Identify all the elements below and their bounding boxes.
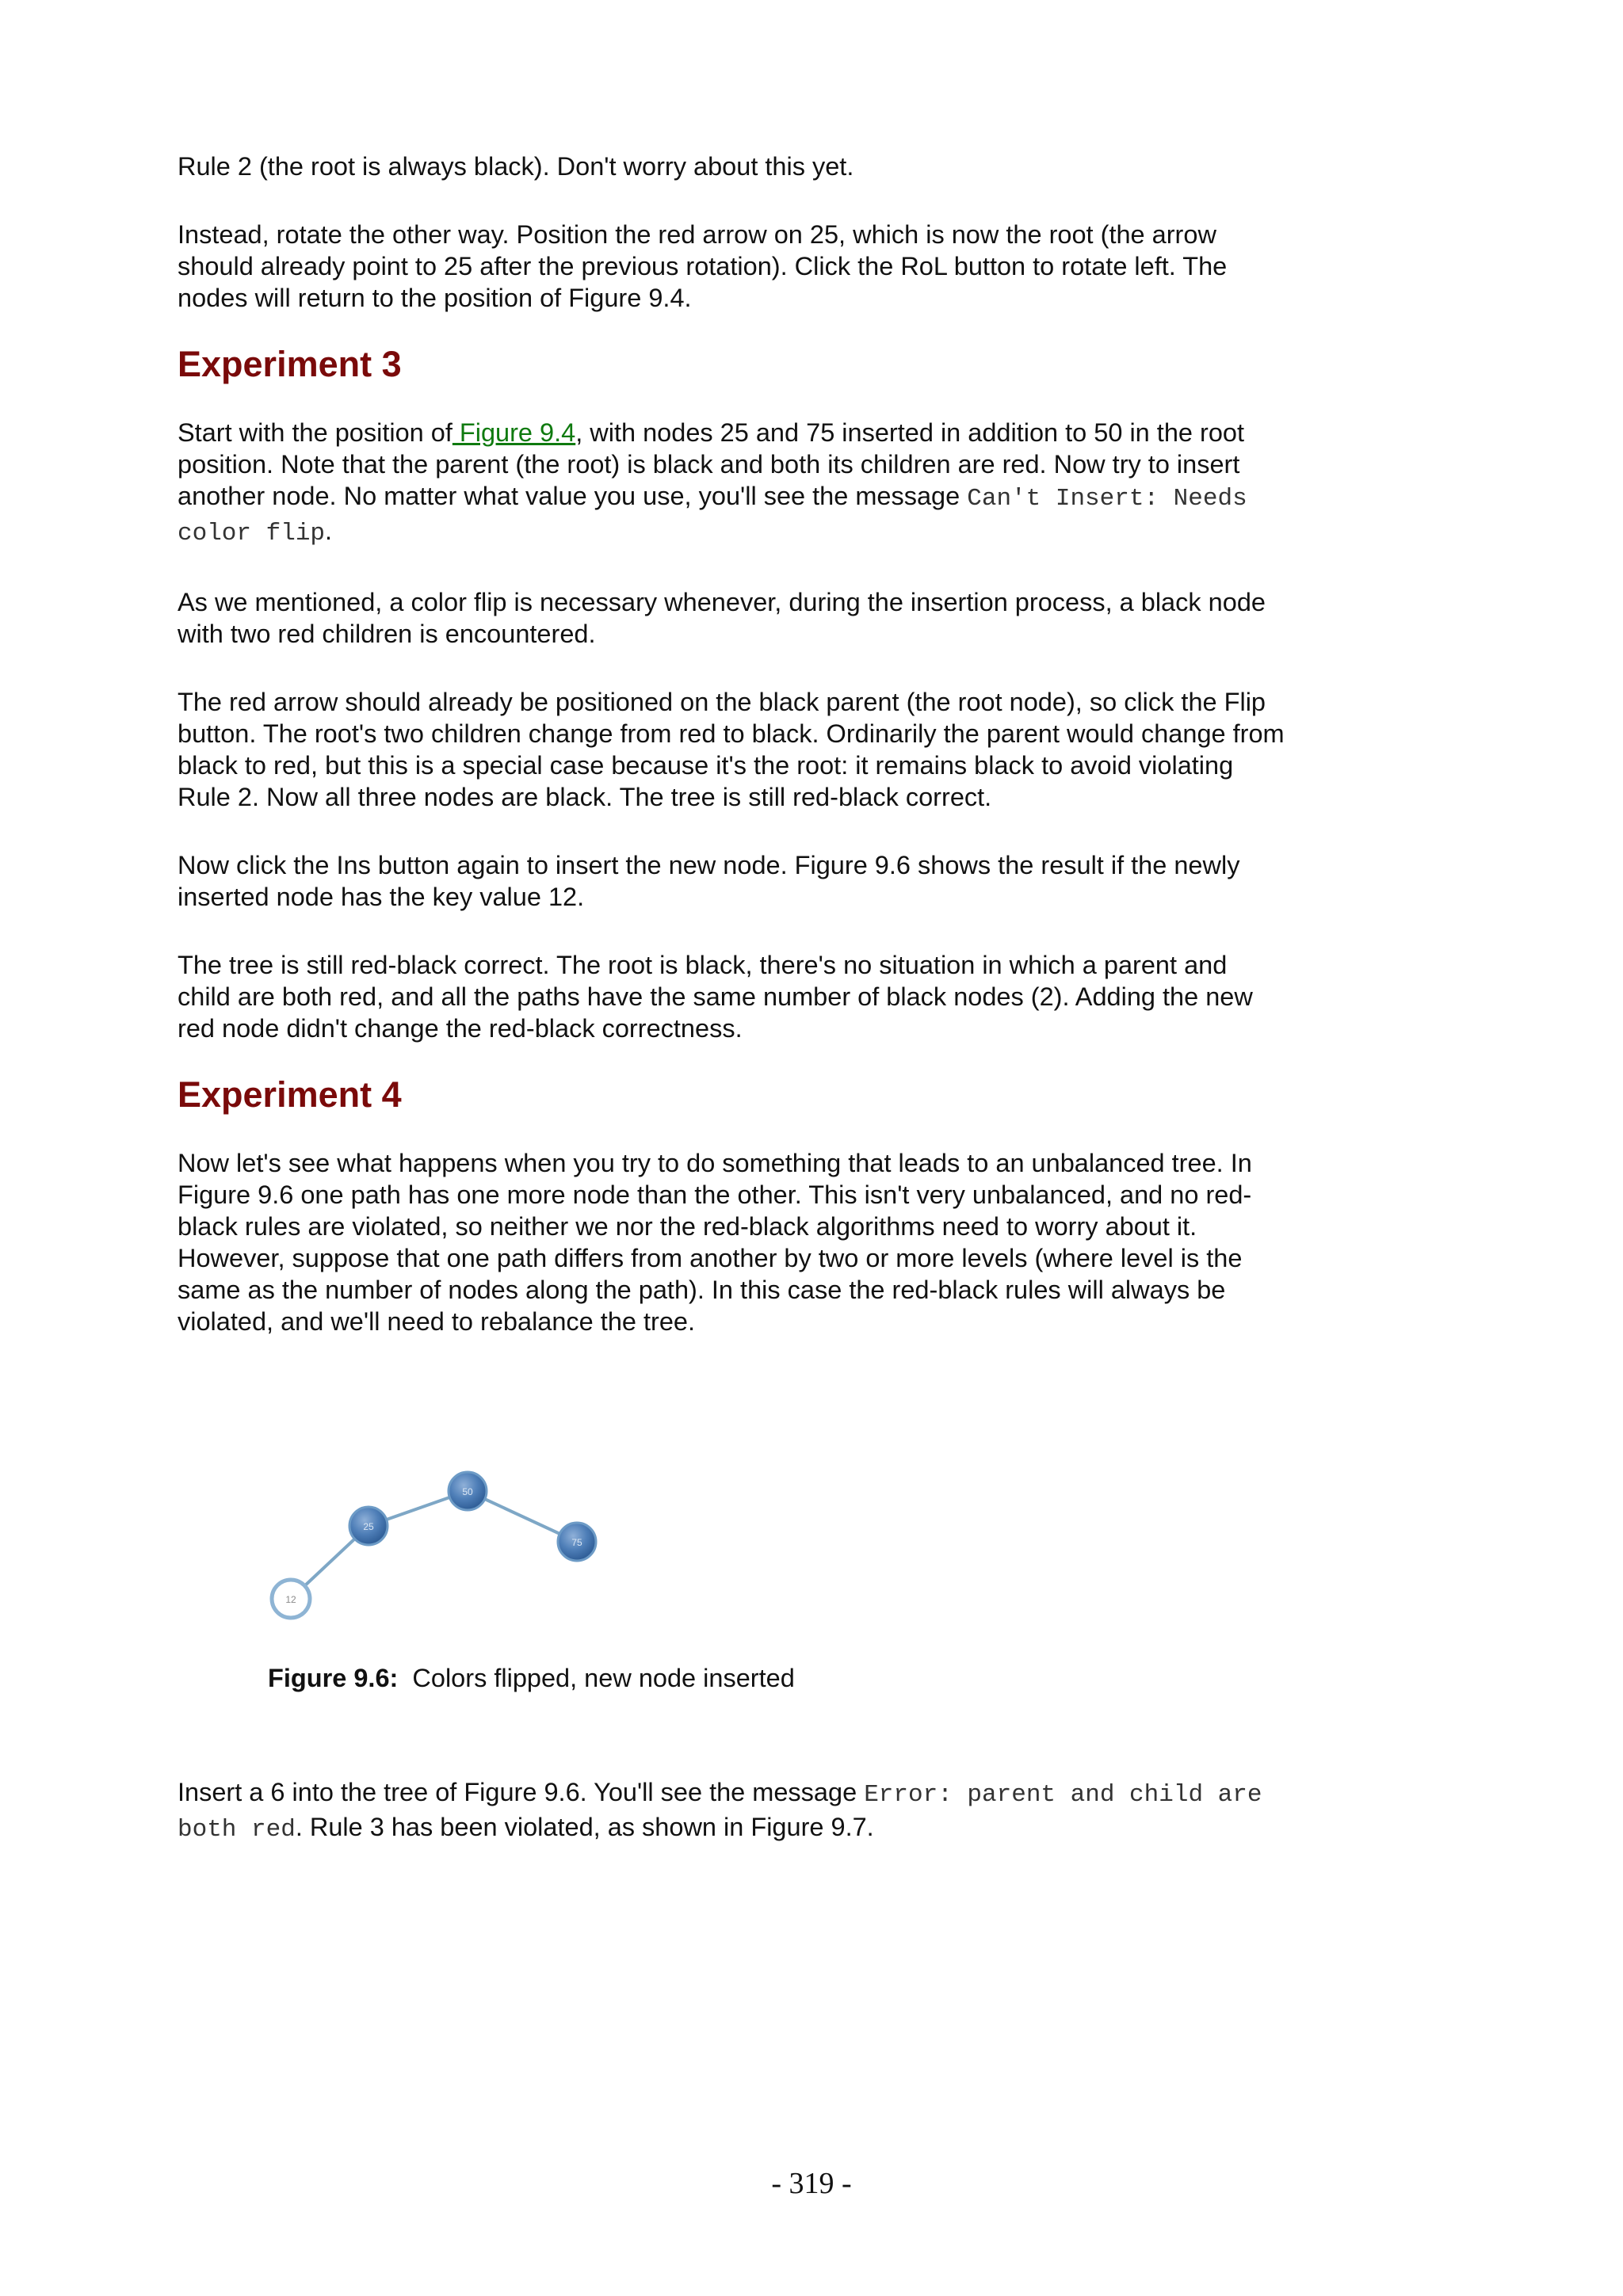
page-number: - 319 - — [771, 2167, 852, 2200]
figure-9-4-link[interactable]: Figure 9.4 — [452, 418, 576, 447]
text: . — [325, 517, 333, 545]
paragraph: Instead, rotate the other way. Position the red arrow on 25, which is now the root (the arrow should already point to 25 after the previous rotation). Click the RoL button to rotate left. The nodes will return to the position of Figure 9.4. — [178, 220, 1228, 312]
svg-text:25: 25 — [363, 1521, 374, 1532]
final-paragraph-block — [178, 1776, 1287, 1846]
code-message: Error: parent and child are both red — [178, 1781, 1262, 1844]
section-heading-experiment-4: Experiment 4 — [178, 1074, 402, 1115]
figure-9-6-tree — [262, 1458, 626, 1632]
caption-label: Figure 9.6: — [268, 1664, 399, 1692]
paragraph — [178, 417, 1287, 550]
paragraph: Now let's see what happens when you try to do something that leads to an unbalanced tree. In Figure 9.6 one path has one more node than the other. This isn't very unbalanced, and no red-black rules are violated, so neither we nor the red-black algorithms need to worry about it. However, suppose that one path differs from another by two or more levels (where level is the same as the number of nodes along the path). In this case the red-black rules will always be violated, and we'll need to rebalance the tree. — [178, 1149, 1252, 1336]
paragraph: The red arrow should already be positioned on the black parent (the root node), so click the Flip button. The root's two children change from red to black. Ordinarily the parent would change from black to red, but this is a special case because it's the root: it remains black to avoid violating Rule 2. Now all three nodes are black. The tree is still red-black correct. — [178, 688, 1285, 811]
paragraph — [178, 1776, 1287, 1846]
tree-node-left — [349, 1507, 388, 1545]
paragraph: Rule 2 (the root is always black). Don't worry about this yet. — [178, 152, 854, 181]
tree-node-root — [449, 1472, 487, 1510]
code-message: Can't Insert: Needs color flip — [178, 485, 1247, 547]
text: Insert a 6 into the tree of Figure 9.6. You'll see the message — [178, 1778, 865, 1806]
text: , with nodes 25 and 75 inserted in addition to 50 in the root position. Note that the parent (the root) is black and both its children are red. Now try to insert another node. No matter what value you use, you'll see the message — [178, 418, 1244, 510]
svg-text:12: 12 — [285, 1594, 296, 1605]
paragraph: Now click the Ins button again to insert the new node. Figure 9.6 shows the result if the newly inserted node has the key value 12. — [178, 851, 1240, 911]
tree-node-new — [272, 1580, 310, 1618]
tree-node-right — [558, 1523, 596, 1561]
svg-text:50: 50 — [462, 1486, 473, 1497]
text: . Rule 3 has been violated, as shown in Figure 9.7. — [295, 1813, 874, 1841]
caption-text: Colors flipped, new node inserted — [412, 1664, 795, 1692]
text: Start with the position of — [178, 418, 453, 447]
figure-caption — [268, 1662, 795, 1694]
svg-text:75: 75 — [571, 1537, 582, 1548]
page-body — [178, 151, 1287, 1337]
section-heading-experiment-3: Experiment 3 — [178, 344, 402, 384]
paragraph: As we mentioned, a color flip is necessary whenever, during the insertion process, a black node with two red children is encountered. — [178, 588, 1266, 648]
paragraph: The tree is still red-black correct. The root is black, there's no situation in which a parent and child are both red, and all the paths have the same number of black nodes (2). Adding the new red node didn't change the red-black correctness. — [178, 951, 1253, 1043]
